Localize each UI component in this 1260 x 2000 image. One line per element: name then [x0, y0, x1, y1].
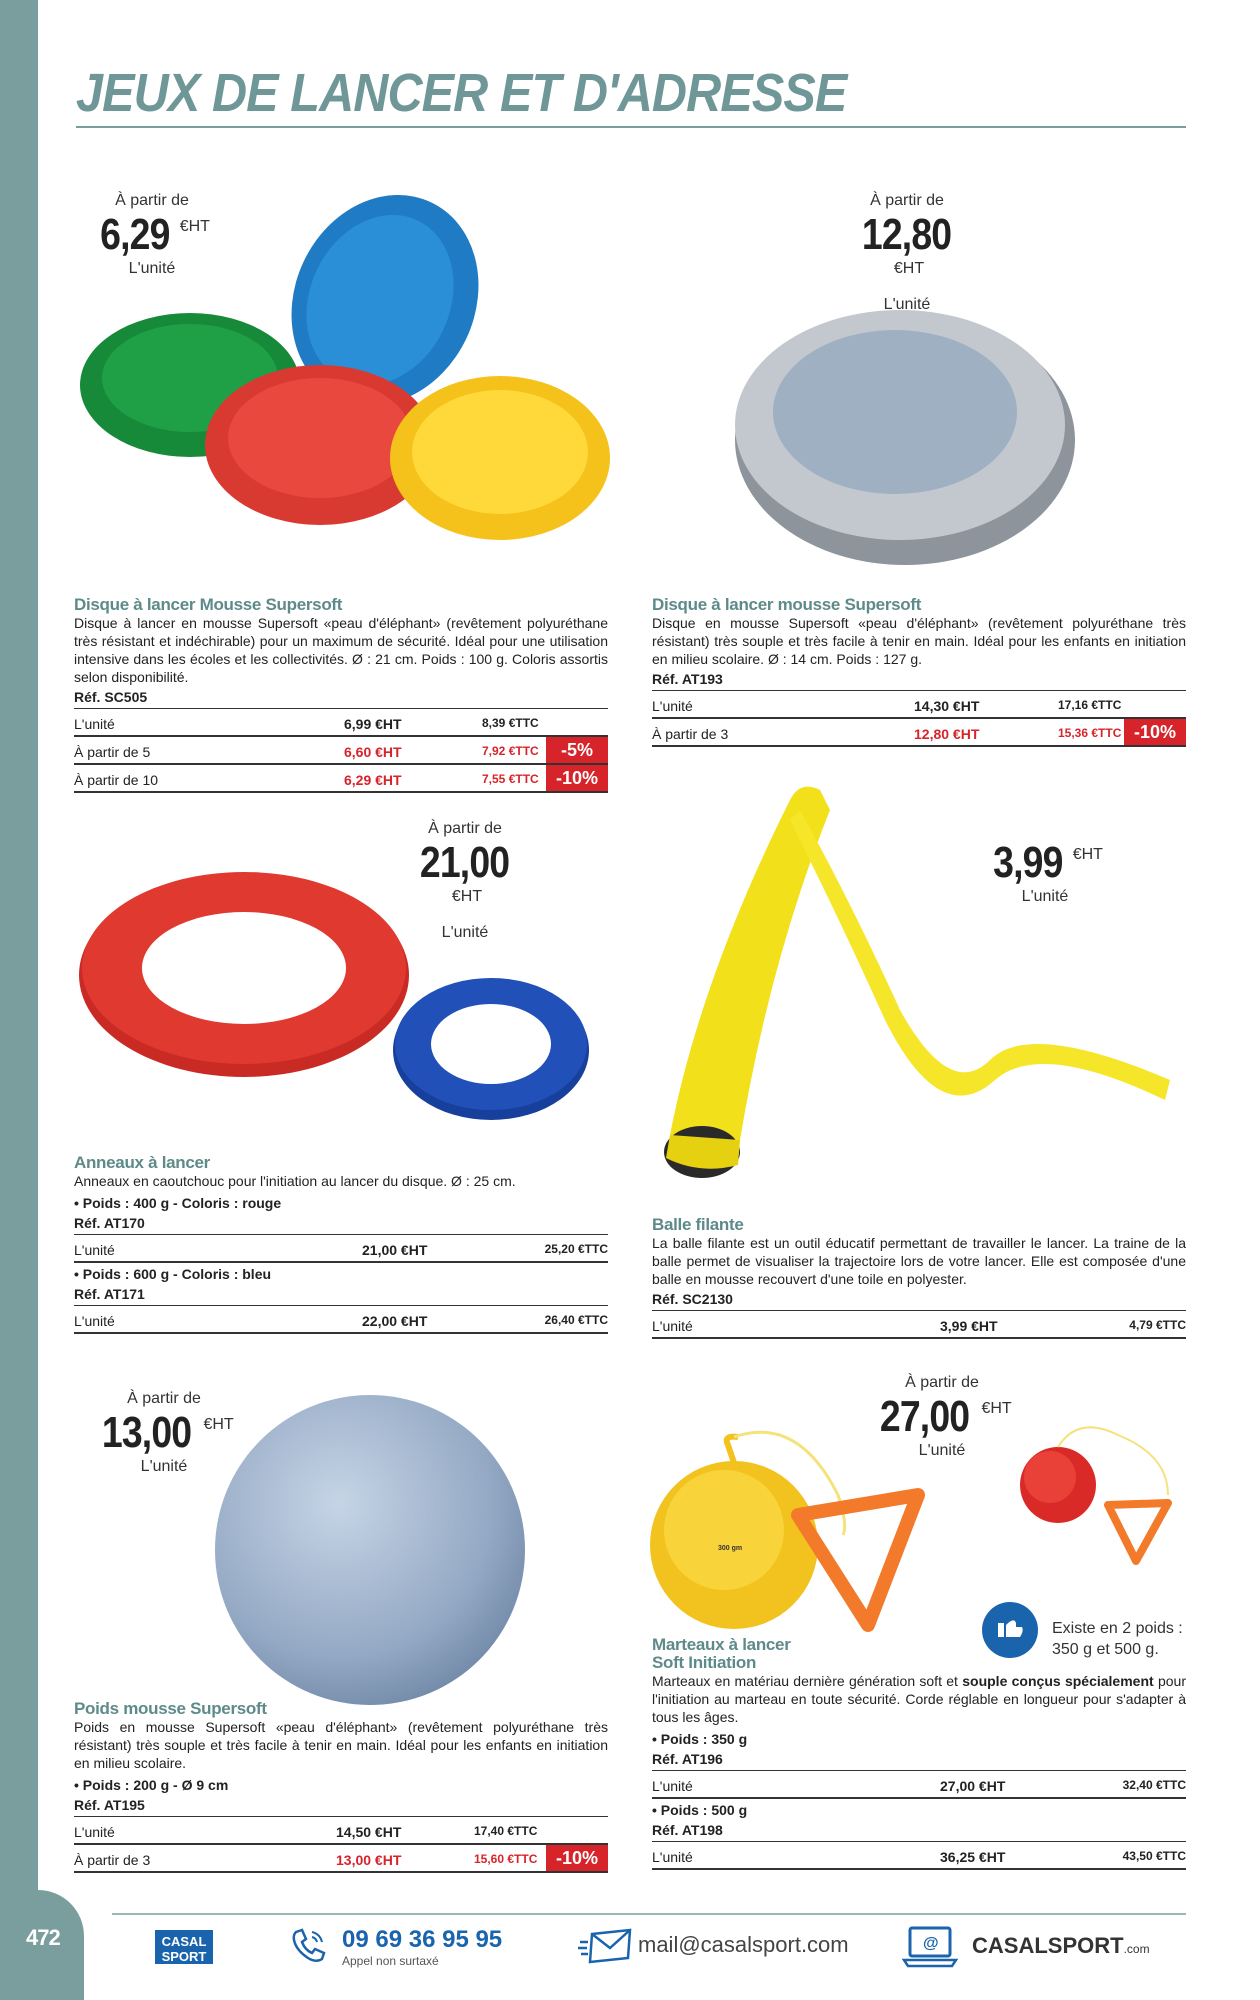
- row-label: L'unité: [652, 1849, 693, 1865]
- price-currency: €HT: [1072, 846, 1103, 863]
- disque-gris-image: [730, 300, 1080, 570]
- balle-filante-block: [652, 1216, 1186, 1339]
- row-price-ttc: 15,36 €TTC: [1058, 726, 1122, 740]
- price-currency: €HT: [981, 1400, 1012, 1417]
- row-price-ttc: 17,40 €TTC: [474, 1824, 538, 1838]
- row-price-ht: 36,25 €HT: [940, 1849, 1006, 1865]
- price-row: [652, 1842, 1186, 1870]
- product-spec: • Poids : 400 g - Coloris : rouge: [74, 1195, 282, 1211]
- price-amount: 12,80: [862, 210, 952, 259]
- price-unit: L'unité: [883, 296, 931, 313]
- product-name: Balle filante: [652, 1215, 744, 1234]
- row-price-ttc: 4,79 €TTC: [1129, 1318, 1186, 1332]
- product-spec: • Poids : 350 g: [652, 1731, 748, 1747]
- price-amount: 21,00: [420, 838, 510, 887]
- price-currency: €HT: [203, 1416, 234, 1433]
- product-description: Poids en mousse Supersoft «peau d'éléphant» (revêtement polyuréthane très résistant) très souple et très facile à tenir en main. Idéal pour les enfants en initiation en milieu scolaire.: [74, 1719, 608, 1771]
- price-unit: L'unité: [1021, 888, 1069, 905]
- svg-text:@: @: [923, 1935, 939, 1952]
- poids-price-tag: [94, 1390, 234, 1476]
- product-ref: Réf. SC2130: [652, 1290, 1186, 1311]
- phone-note: Appel non surtaxé: [342, 1954, 439, 1968]
- mail-icon: [578, 1926, 634, 1966]
- title-divider: [76, 126, 1186, 128]
- product-name: Marteaux à lancer: [652, 1635, 791, 1654]
- price-row: [652, 1311, 1186, 1339]
- row-price-ht: 21,00 €HT: [362, 1242, 428, 1258]
- row-label: L'unité: [74, 1313, 115, 1329]
- anneaux-block: [74, 1154, 608, 1334]
- price-from: À partir de: [127, 1390, 201, 1407]
- product-ref: Réf. AT196: [652, 1750, 1186, 1771]
- price-amount: 13,00: [102, 1408, 192, 1457]
- desc-part: Marteaux en matériau dernière génération soft et: [652, 1673, 963, 1689]
- price-amount: 6,29: [100, 210, 170, 259]
- product-description: [652, 1672, 1186, 1726]
- price-unit: L'unité: [441, 924, 489, 941]
- phone-icon: [288, 1926, 328, 1966]
- row-label: À partir de 5: [74, 744, 151, 760]
- price-unit: L'unité: [140, 1458, 188, 1475]
- phone-number[interactable]: 09 69 36 95 95: [342, 1926, 503, 1953]
- price-row: [74, 1817, 608, 1845]
- discount-badge: -10%: [546, 765, 608, 791]
- price-row: [74, 1235, 608, 1263]
- discount-badge: -10%: [1124, 719, 1186, 745]
- marteaux-price-tag: [872, 1374, 1012, 1460]
- price-row: [74, 1845, 608, 1873]
- row-price-ttc: 8,39 €TTC: [482, 716, 539, 730]
- disque-gris-block: [652, 596, 1186, 747]
- row-price-ht: 22,00 €HT: [362, 1313, 428, 1329]
- price-unit: L'unité: [918, 1442, 966, 1459]
- anneaux-price-tag: [400, 820, 530, 942]
- laptop-icon: [902, 1924, 958, 1968]
- desc-part: pour l'initiation au marteau en toute sécurité. Corde réglable en longueur pour s'adapter à tous les âges.: [652, 1673, 1186, 1725]
- row-label: L'unité: [652, 698, 693, 714]
- disque-mousse-price-tag: [92, 192, 212, 278]
- discount-badge: -10%: [546, 1845, 608, 1871]
- product-name: Anneaux à lancer: [74, 1153, 210, 1172]
- product-ref: Réf. AT198: [652, 1821, 1186, 1842]
- disque-gris-price-tag: [842, 192, 972, 314]
- product-ref: Réf. AT193: [652, 670, 1186, 691]
- row-price-ttc: 7,92 €TTC: [482, 744, 539, 758]
- row-price-ht: 14,30 €HT: [914, 698, 980, 714]
- row-label: L'unité: [74, 1824, 115, 1840]
- disque-mousse-block: [74, 596, 608, 793]
- discount-badge: -5%: [546, 737, 608, 763]
- product-ref: Réf. SC505: [74, 688, 608, 709]
- website-suffix: .com: [1123, 1942, 1150, 1956]
- website-name: CASALSPORT: [972, 1933, 1124, 1958]
- row-price-ht: 3,99 €HT: [940, 1318, 998, 1334]
- product-name: Disque à lancer mousse Supersoft: [652, 595, 922, 614]
- price-row: [652, 691, 1186, 719]
- price-row: [652, 719, 1186, 747]
- row-price-ttc: 17,16 €TTC: [1058, 698, 1122, 712]
- price-row: [652, 1771, 1186, 1799]
- page-title: JEUX DE LANCER ET D'ADRESSE: [76, 63, 847, 123]
- price-unit: L'unité: [128, 260, 176, 277]
- product-name-line2: Soft Initiation: [652, 1653, 757, 1672]
- footer-divider: [112, 1913, 1186, 1915]
- hammer-weight-label: 300 gm: [718, 1545, 743, 1552]
- product-name: Poids mousse Supersoft: [74, 1699, 267, 1718]
- price-currency: €HT: [451, 888, 483, 905]
- row-price-ttc: 43,50 €TTC: [1122, 1849, 1186, 1863]
- row-label: À partir de 10: [74, 772, 159, 788]
- row-price-ht: 14,50 €HT: [336, 1824, 402, 1840]
- product-ref: Réf. AT170: [74, 1214, 608, 1235]
- product-name: Disque à lancer Mousse Supersoft: [74, 595, 343, 614]
- product-spec: • Poids : 200 g - Ø 9 cm: [74, 1777, 229, 1793]
- website-link[interactable]: [972, 1933, 1150, 1959]
- product-ref: Réf. AT195: [74, 1796, 608, 1817]
- desc-emphasis: souple conçus spécialement: [962, 1673, 1154, 1689]
- price-row: [74, 1306, 608, 1334]
- row-price-ht: 13,00 €HT: [336, 1852, 402, 1868]
- price-from: À partir de: [905, 1374, 979, 1391]
- product-spec: • Poids : 500 g: [652, 1802, 748, 1818]
- sidebar-band: [0, 0, 38, 2000]
- row-price-ht: 27,00 €HT: [940, 1778, 1006, 1794]
- row-price-ttc: 7,55 €TTC: [482, 772, 539, 786]
- price-row: [74, 709, 608, 737]
- marteaux-block: [652, 1636, 1186, 1870]
- product-description: Disque en mousse Supersoft «peau d'éléphant» (revêtement polyuréthane très résistant) très souple et très facile à tenir en main. Idéal pour les enfants en initiation en milieu scolaire. Ø : 14 cm. Poids : 127 g.: [652, 615, 1186, 667]
- row-price-ttc: 32,40 €TTC: [1122, 1778, 1186, 1792]
- poids-block: [74, 1700, 608, 1873]
- price-row: [74, 737, 608, 765]
- email-link[interactable]: mail@casalsport.com: [638, 1932, 849, 1957]
- row-price-ht: 12,80 €HT: [914, 726, 980, 742]
- row-price-ht: 6,60 €HT: [344, 744, 402, 760]
- price-from: À partir de: [428, 820, 502, 837]
- product-ref: Réf. AT171: [74, 1285, 608, 1306]
- row-price-ttc: 26,40 €TTC: [544, 1313, 608, 1327]
- price-amount: 3,99: [993, 838, 1063, 887]
- row-label: L'unité: [652, 1778, 693, 1794]
- price-currency: €HT: [179, 218, 210, 235]
- row-price-ttc: 25,20 €TTC: [544, 1242, 608, 1256]
- balle-filante-price-tag: [980, 838, 1110, 906]
- page-number: 472: [26, 1925, 60, 1950]
- price-row: [74, 765, 608, 793]
- weight-info-note: Existe en 2 poids : 350 g et 500 g.: [1052, 1620, 1183, 1658]
- product-spec: • Poids : 600 g - Coloris : bleu: [74, 1266, 272, 1282]
- product-description: La balle filante est un outil éducatif permettant de travailler le lancer. La traine de la balle permet de visualiser la trajectoire lors de votre lancer. Elle est composée d'une balle en mousse recouvert d'une toile en polyester.: [652, 1235, 1186, 1287]
- price-currency: €HT: [893, 260, 925, 277]
- row-price-ht: 6,99 €HT: [344, 716, 402, 732]
- product-description: Disque à lancer en mousse Supersoft «peau d'éléphant» (revêtement polyuréthane très résistant et indéchirable) pour un maximum de sécurité. Idéal pour une utilisation intensive dans les écoles et les collectivités. Ø : 21 cm. Poids : 100 g. Coloris assortis selon disponibilité.: [74, 615, 608, 685]
- poids-image: [210, 1390, 530, 1710]
- product-description: Anneaux en caoutchouc pour l'initiation au lancer du disque. Ø : 25 cm.: [74, 1173, 516, 1189]
- price-from: À partir de: [115, 192, 189, 209]
- row-label: L'unité: [74, 716, 115, 732]
- row-price-ttc: 15,60 €TTC: [474, 1852, 538, 1866]
- row-price-ht: 6,29 €HT: [344, 772, 402, 788]
- row-label: L'unité: [652, 1318, 693, 1334]
- row-label: L'unité: [74, 1242, 115, 1258]
- casal-sport-logo[interactable]: CASAL SPORT: [155, 1930, 213, 1964]
- row-label: À partir de 3: [74, 1852, 151, 1868]
- price-from: À partir de: [870, 192, 944, 209]
- price-amount: 27,00: [880, 1392, 970, 1441]
- row-label: À partir de 3: [652, 726, 729, 742]
